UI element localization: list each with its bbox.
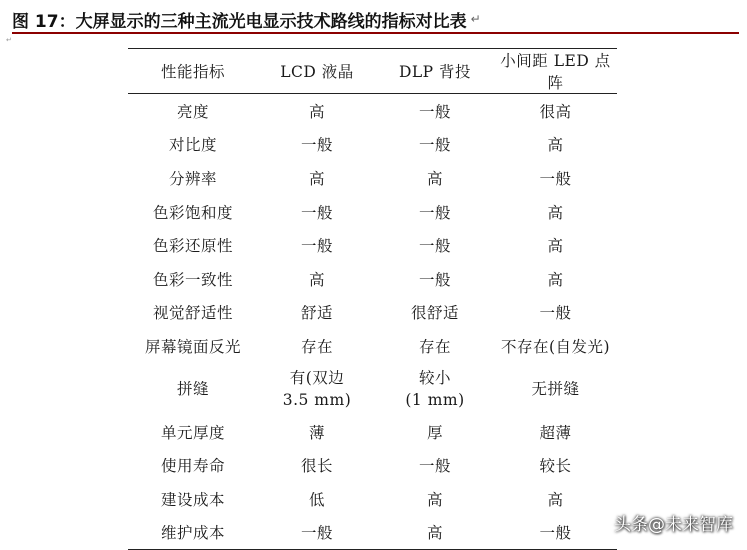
metric-cell: 单元厚度 [160, 423, 225, 442]
table-row [128, 195, 617, 229]
lcd-cell: 高 [308, 169, 325, 188]
dlp-cell: 很舒适 [410, 304, 459, 323]
metric-cell: 建设成本 [160, 490, 225, 509]
lcd-cell: 薄 [308, 423, 325, 442]
lcd-cell: 一般 [300, 136, 333, 155]
lcd-cell: 舒适 [300, 304, 333, 323]
led-cell: 一般 [539, 304, 572, 323]
comparison-table-container [128, 48, 617, 550]
metric-cell: 维护成本 [160, 524, 225, 543]
dlp-cell: 一般 [418, 102, 451, 121]
paragraph-mark-icon: ↵ [6, 36, 12, 44]
led-cell: 无拼缝 [531, 379, 580, 398]
lcd-cell: 有(双边 3.5 mm) [282, 368, 352, 409]
metric-cell: 视觉舒适性 [152, 304, 233, 323]
lcd-cell: 高 [308, 102, 325, 121]
led-cell: 超薄 [539, 423, 572, 442]
lcd-cell: 很长 [300, 457, 333, 476]
return-mark-icon: ↵ [470, 12, 481, 26]
metric-cell: 色彩还原性 [152, 237, 233, 256]
header-dlp: DLP 背投 [376, 49, 494, 94]
led-cell: 高 [547, 203, 564, 222]
metric-cell: 拼缝 [176, 379, 209, 398]
table-row [128, 482, 617, 516]
table-row [128, 363, 617, 415]
led-cell: 高 [547, 136, 564, 155]
led-cell: 一般 [539, 169, 572, 188]
led-cell: 很高 [539, 102, 572, 121]
metric-cell: 对比度 [168, 136, 217, 155]
led-cell: 不存在(自发光) [500, 337, 611, 356]
lcd-cell: 高 [308, 270, 325, 289]
comparison-table [128, 49, 617, 549]
table-header [128, 49, 617, 94]
table-row [128, 128, 617, 162]
metric-cell: 分辨率 [168, 169, 217, 188]
figure-title [12, 6, 739, 34]
lcd-cell: 低 [308, 490, 325, 509]
table-row [128, 296, 617, 330]
dlp-cell: 高 [426, 490, 443, 509]
led-cell: 一般 [539, 524, 572, 543]
dlp-cell: 一般 [418, 203, 451, 222]
dlp-cell: 高 [426, 524, 443, 543]
metric-cell: 屏幕镜面反光 [144, 337, 241, 356]
dlp-cell: 厚 [426, 423, 443, 442]
figure-caption: 图 17：大屏显示的三种主流光电显示技术路线的指标对比表 [12, 11, 467, 32]
metric-cell: 亮度 [176, 102, 209, 121]
watermark-text: 头条@未来智库 [614, 515, 733, 535]
table-body [128, 94, 617, 550]
dlp-cell: 较小 (1 mm) [405, 368, 465, 409]
dlp-cell: 一般 [418, 457, 451, 476]
led-cell: 高 [547, 490, 564, 509]
table-row [128, 448, 617, 482]
header-lcd: LCD 液晶 [258, 49, 376, 94]
dlp-cell: 一般 [418, 136, 451, 155]
metric-cell: 色彩一致性 [152, 270, 233, 289]
metric-cell: 色彩饱和度 [152, 203, 233, 222]
led-cell: 较长 [539, 457, 572, 476]
table-row [128, 516, 617, 550]
header-metric: 性能指标 [128, 49, 258, 94]
led-cell: 高 [547, 237, 564, 256]
lcd-cell: 一般 [300, 524, 333, 543]
led-cell: 高 [547, 270, 564, 289]
header-row [128, 49, 617, 94]
lcd-cell: 一般 [300, 237, 333, 256]
header-led: 小间距 LED 点阵 [494, 49, 617, 94]
table-row [128, 415, 617, 449]
dlp-cell: 一般 [418, 237, 451, 256]
metric-cell: 使用寿命 [160, 457, 225, 476]
dlp-cell: 存在 [418, 337, 451, 356]
lcd-cell: 存在 [300, 337, 333, 356]
dlp-cell: 一般 [418, 270, 451, 289]
lcd-cell: 一般 [300, 203, 333, 222]
table-row [128, 262, 617, 296]
dlp-cell: 高 [426, 169, 443, 188]
table-row [128, 329, 617, 363]
table-row [128, 228, 617, 262]
table-row [128, 94, 617, 128]
table-row [128, 161, 617, 195]
